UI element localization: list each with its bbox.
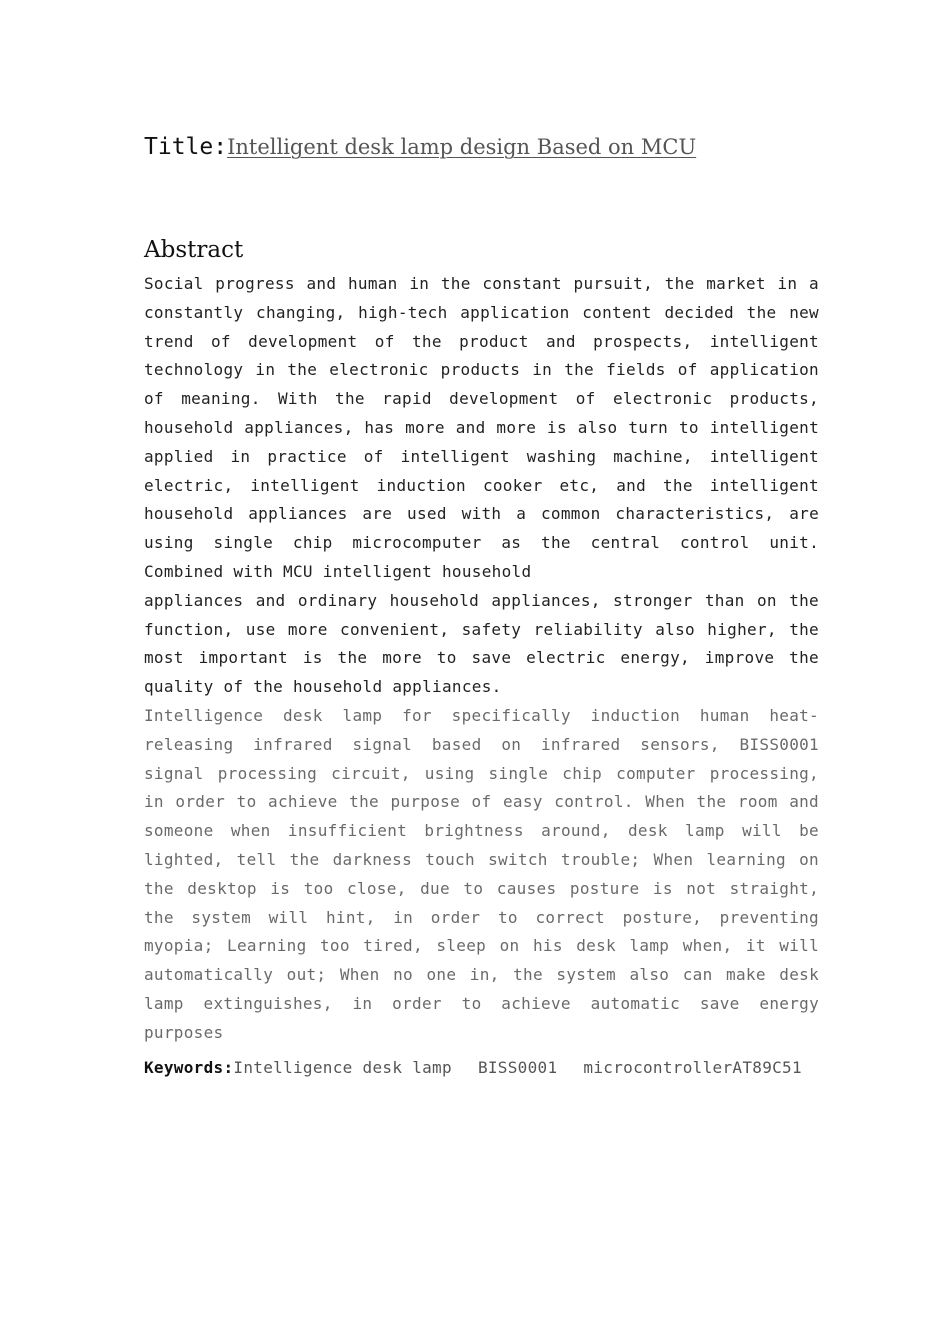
keywords-label: Keywords: xyxy=(144,1057,234,1077)
title-label: Title: xyxy=(144,134,228,160)
thesis-title: Intelligent desk lamp design Based on MCU xyxy=(227,135,697,159)
title-line xyxy=(144,133,696,162)
abstract-paragraph-2: Intelligence desk lamp for specifically induction human heat-releasing infrared signal based on infrared sensors, BISS0001 signal processing circuit, using single chip computer processing, in order to achieve the purpose of easy control. When the room and someone when insufficient brightness around, desk lamp will be lighted, tell the darkness touch switch trouble; When learning on the desktop is too close, due to causes posture is not straight, the system will hint, in order to correct posture, preventing myopia; Learning too tired, sleep on his desk lamp when, it will automatically out; When no one in, the system also can make desk lamp extinguishes, in order to achieve automatic save energy purposes xyxy=(144,705,819,1042)
abstract-paragraph-1b: appliances and ordinary household appliances, stronger than on the function, use more convenient, safety reliability also higher, the most important is the more to save electric energy, improve the quality of the household appliances. xyxy=(144,590,819,697)
keyword-item: microcontrollerAT89C51 xyxy=(583,1057,802,1077)
keywords-line xyxy=(144,1054,819,1082)
abstract-paragraph-1a: Social progress and human in the constant pursuit, the market in a constantly changing, high-tech application content decided the new trend of development of the product and prospects, intelligent technology in the electronic products in the fields of application of meaning. With the rapid development of electronic products, household appliances, has more and more is also turn to intelligent applied in practice of intelligent washing machine, intelligent electric, intelligent induction cooker etc, and the intelligent household appliances are used with a common characteristics, are using single chip microcomputer as the central control unit. Combined with MCU intelligent household xyxy=(144,274,819,581)
abstract-heading: Abstract xyxy=(144,237,244,263)
abstract-body xyxy=(144,270,819,1082)
keyword-item: Intelligence desk lamp xyxy=(233,1057,452,1077)
keyword-item: BISS0001 xyxy=(477,1057,558,1077)
